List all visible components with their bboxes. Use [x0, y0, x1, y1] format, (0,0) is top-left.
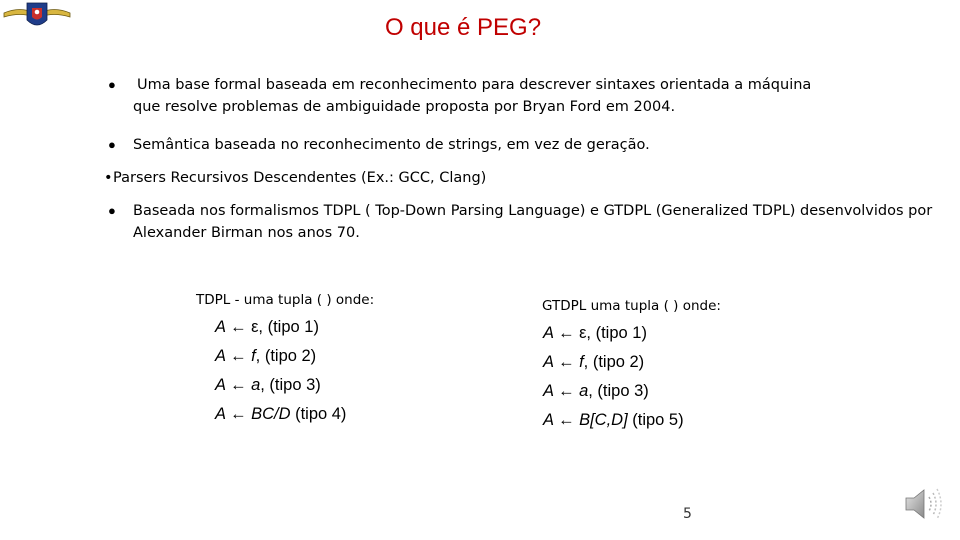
bullet-marker: ●	[108, 137, 116, 152]
bullet-1-line-1: Uma base formal baseada em reconhecimento para descrever sintaxes orientada a máquina	[137, 77, 812, 93]
bullet-marker: ●	[108, 77, 116, 92]
bullet-4-line-1: Baseada nos formalismos TDPL ( Top-Down Parsing Language) e GTDPL (Generalized TDPL) desenvolvidos por	[133, 203, 933, 219]
bullet-1-line-2: que resolve problemas de ambiguidade proposta por Bryan Ford em 2004.	[133, 99, 676, 115]
bullet-4-line-2: Alexander Birman nos anos 70.	[133, 225, 360, 241]
bullet-3-text: Parsers Recursivos Descendentes (Ex.: GCC, Clang)	[113, 170, 487, 186]
gtdpl-heading: GTDPL uma tupla ( ) onde:	[542, 298, 721, 314]
gtdpl-rule-4: A ← B[C,D] (tipo 5)	[543, 411, 684, 429]
slide-title: O que é PEG?	[384, 14, 542, 41]
bullet-2-text: Semântica baseada no reconhecimento de strings, em vez de geração.	[133, 137, 650, 153]
tdpl-rule-4: A ← BC/D (tipo 4)	[215, 405, 347, 423]
gtdpl-rule-3: A ← a, (tipo 3)	[543, 382, 649, 400]
tdpl-rule-2: A ← f, (tipo 2)	[215, 347, 317, 365]
page-number: 5	[683, 506, 692, 522]
tdpl-rule-3: A ← a, (tipo 3)	[215, 376, 321, 394]
tdpl-heading: TDPL - uma tupla ( ) onde:	[196, 292, 375, 308]
gtdpl-rule-1: A ← ε, (tipo 1)	[543, 324, 647, 342]
gtdpl-rule-2: A ← f, (tipo 2)	[543, 353, 645, 371]
bullet-marker: •	[104, 170, 113, 186]
speaker-icon[interactable]	[902, 486, 944, 522]
tdpl-rule-1: A ← ε, (tipo 1)	[215, 318, 319, 336]
bullet-marker: ●	[108, 203, 116, 218]
